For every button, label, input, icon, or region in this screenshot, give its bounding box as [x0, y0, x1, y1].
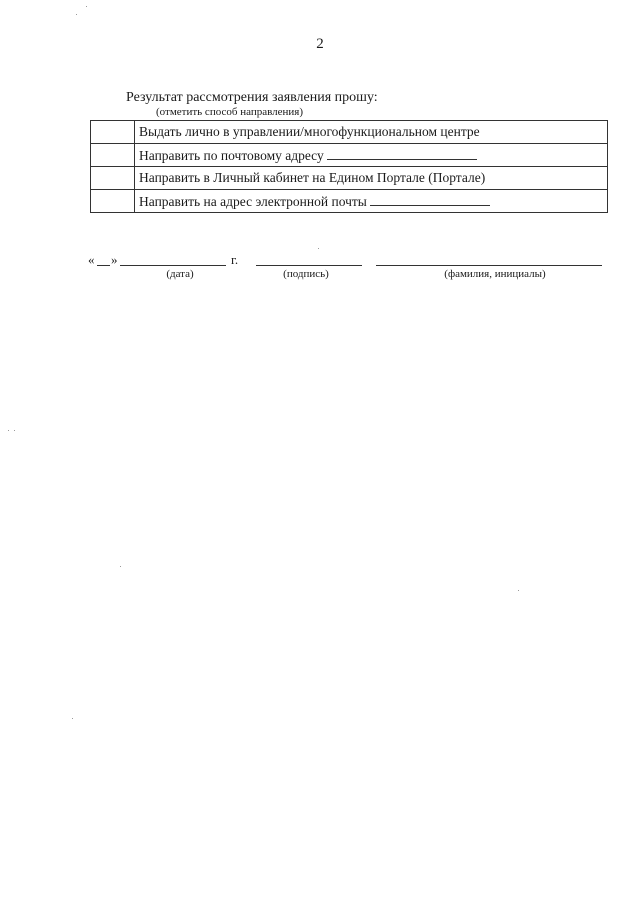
- section-hint: (отметить способ направления): [156, 106, 304, 118]
- postal-address-fill-line[interactable]: [327, 147, 477, 160]
- option-label-postal: [135, 144, 608, 167]
- scan-speck: [86, 6, 87, 7]
- section-heading: Результат рассмотрения заявления прошу:: [126, 90, 378, 105]
- day-fill-line[interactable]: [97, 265, 110, 266]
- option-checkbox-email[interactable]: [91, 190, 135, 213]
- option-text: Выдать лично в управлении/многофункциональном центре: [139, 124, 480, 139]
- name-fill-line[interactable]: [376, 265, 602, 266]
- email-fill-line[interactable]: [370, 193, 490, 206]
- delivery-options-table: [90, 120, 608, 213]
- option-label-portal: [135, 167, 608, 190]
- option-checkbox-portal[interactable]: [91, 167, 135, 190]
- scan-speck: [518, 590, 519, 591]
- signature-caption: (подпись): [283, 268, 329, 280]
- option-label-email: [135, 190, 608, 213]
- date-close-quote: »: [111, 252, 118, 267]
- scan-speck: [8, 430, 9, 431]
- year-suffix: г.: [231, 252, 239, 267]
- date-caption: (дата): [166, 268, 194, 280]
- scan-speck: [72, 718, 73, 719]
- month-fill-line[interactable]: [120, 265, 226, 266]
- option-row-in-person[interactable]: [91, 121, 608, 144]
- option-text: Направить в Личный кабинет на Едином Портале (Портале): [139, 170, 486, 185]
- option-checkbox-postal[interactable]: [91, 144, 135, 167]
- option-row-portal[interactable]: [91, 167, 608, 190]
- signature-fill-line[interactable]: [256, 265, 362, 266]
- option-label-in-person: [135, 121, 608, 144]
- option-row-postal[interactable]: [91, 144, 608, 167]
- option-row-email[interactable]: [91, 190, 608, 213]
- option-text: Направить на адрес электронной почты: [139, 193, 367, 209]
- date-open-quote: «: [88, 252, 95, 267]
- option-text: Направить по почтовому адресу: [139, 147, 324, 163]
- option-checkbox-in-person[interactable]: [91, 121, 135, 144]
- scan-speck: [76, 14, 77, 15]
- scan-speck: [14, 430, 15, 431]
- scan-speck: [318, 248, 319, 249]
- name-caption: (фамилия, инициалы): [444, 268, 546, 280]
- page-number: 2: [316, 36, 324, 52]
- scan-speck: [120, 566, 121, 567]
